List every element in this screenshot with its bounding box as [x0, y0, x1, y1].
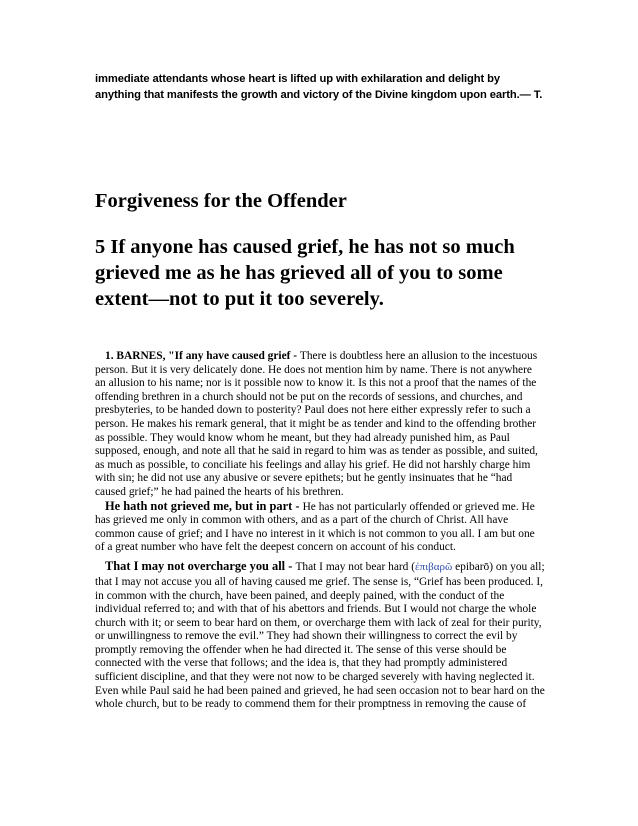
- transliteration: epibarō): [452, 560, 494, 573]
- paragraph-lead: He hath not grieved me, but in part -: [105, 498, 303, 513]
- section-title: Forgiveness for the Offender: [95, 190, 347, 212]
- paragraph-text: That I may not bear hard (: [295, 560, 416, 573]
- verse-heading: 5 If anyone has caused grief, he has not so much grieved me as he has grieved all of you to some extent—not to put it too severely.: [95, 236, 515, 310]
- barnes-paragraph: [95, 350, 545, 500]
- paragraph-lead: 1. BARNES, "If any have caused grief -: [105, 350, 300, 362]
- intro-paragraph: immediate attendants whose heart is lifted up with exhilaration and delight by anything that manifests the growth and victory of the Divine kingdom upon earth.— T.: [95, 73, 543, 101]
- paragraph-text: There is doubtless here an allusion to the incestuous person. But it is very delicately done. He does not mention him by name. There is not anywhere an allusion to his name; nor is it possible now to know it. Is this not a proof that the names of the offending brethren in a church should not be put on the records of sessions, and churches, and presbyteries, to be handed down to posterity? Paul does not here either expressly refer to such a person. He makes his remark general, that it might be as tender and kind to the offending brother as possible. They would know whom he meant, but they had already punished him, as Paul supposed, enough, and note all that he said in regard to him was as tender as possible, and suited, as much as possible, to conciliate his feelings and allay his grief. He did not harshly charge him with sin; he did not use any abusive or severe epithets; but he gently insinuates that he “had caused grief;” he had pained the hearts of his brethren.: [95, 350, 538, 498]
- greek-word: ἐπιβαρῶ: [415, 560, 453, 573]
- paragraph-lead: That I may not overcharge you all -: [105, 558, 296, 573]
- commentary-body: [95, 350, 545, 712]
- not-grieved-paragraph: [95, 500, 545, 555]
- paragraph-text: He has not particularly offended or grieved me. He has grieved me only in common with others, and as a part of the church of Christ. All have common cause of grief; and I have no interest in it which is not common to you all. I am but one of a great number who have felt the deepest concern on account of his conduct.: [95, 500, 535, 554]
- paragraph-text-continued: on you all; that I may not accuse you all of having caused me grief. The sense is, “Grief has been produced. I, in common with the church, have been pained, and deeply pained, with the conduct of the individual referred to; and with that of his abettors and friends. But I would not charge the whole church with it; or seem to bear hard on them, or overcharge them with lack of zeal for their purity, or unwillingness to remove the evil.” They had shown their willingness to correct the evil by promptly removing the offender when he had directed it. The sense of this verse should be connected with the verse that follows; and the idea is, that they had promptly administered sufficient discipline, and that they were not now to be charged severely with having neglected it. Even while Paul said he had been pained and grieved, he had seen occasion not to bear hard on the whole church, but to be ready to commend them for their promptness in removing the cause of: [95, 560, 545, 711]
- overcharge-paragraph: [95, 558, 545, 712]
